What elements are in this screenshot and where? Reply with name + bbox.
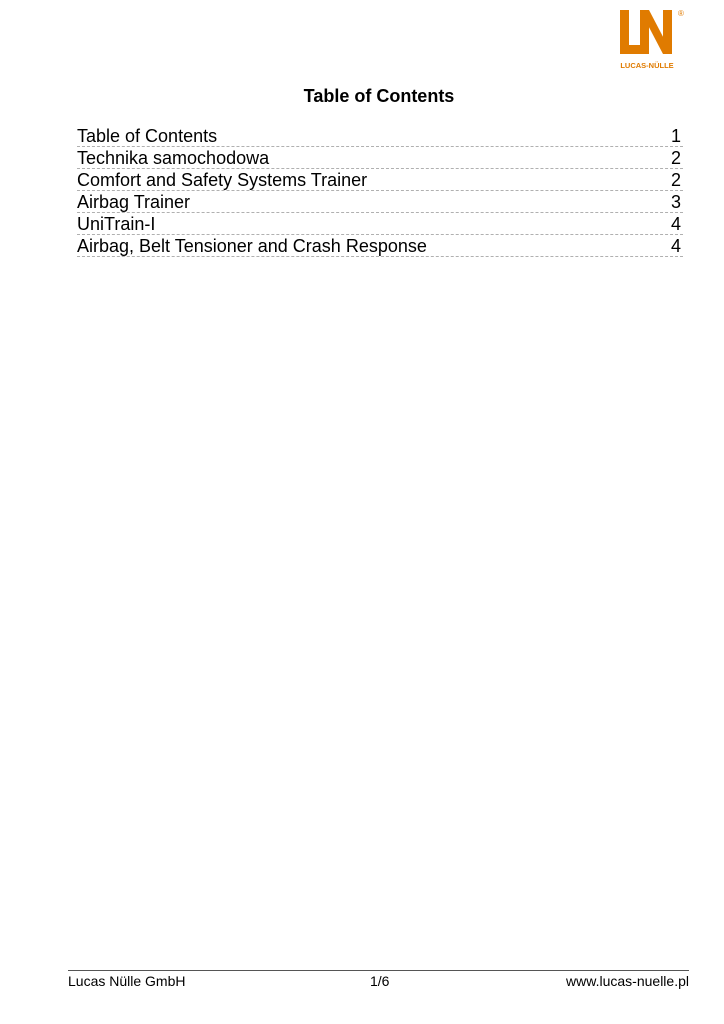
toc-entry-title: Airbag Trainer: [77, 192, 191, 212]
toc-entry-page: 1: [670, 126, 681, 146]
table-of-contents: [77, 125, 683, 257]
toc-entry-title: Technika samochodowa: [77, 148, 270, 168]
toc-entry-page: 3: [670, 192, 681, 212]
toc-entry[interactable]: [77, 191, 683, 213]
toc-entry-title: Comfort and Safety Systems Trainer: [77, 170, 368, 190]
page-footer: [68, 970, 689, 989]
toc-entry-title: Airbag, Belt Tensioner and Crash Response: [77, 236, 427, 256]
footer-page-indicator: 1/6: [370, 973, 390, 989]
registered-mark: ®: [678, 9, 684, 18]
toc-entry-page: 2: [670, 148, 681, 168]
lucas-nuelle-logo: [616, 6, 684, 74]
toc-entry[interactable]: [77, 169, 683, 191]
toc-entry-title: UniTrain-I: [77, 214, 156, 234]
page-title: Table of Contents: [303, 86, 455, 106]
toc-entry-title: Table of Contents: [77, 126, 218, 146]
toc-entry[interactable]: [77, 125, 683, 147]
footer-website-link[interactable]: www.lucas-nuelle.pl: [566, 973, 689, 989]
toc-entry[interactable]: [77, 147, 683, 169]
toc-entry-page: 4: [670, 214, 681, 234]
toc-entry[interactable]: [77, 213, 683, 235]
footer-company: Lucas Nülle GmbH: [68, 973, 186, 989]
toc-entry-page: 2: [670, 170, 681, 190]
ln-logo-icon: [616, 6, 684, 74]
toc-entry[interactable]: [77, 235, 683, 257]
toc-entry-page: 4: [670, 236, 681, 256]
logo-brand-text: LUCAS-NÜLLE: [620, 61, 674, 70]
